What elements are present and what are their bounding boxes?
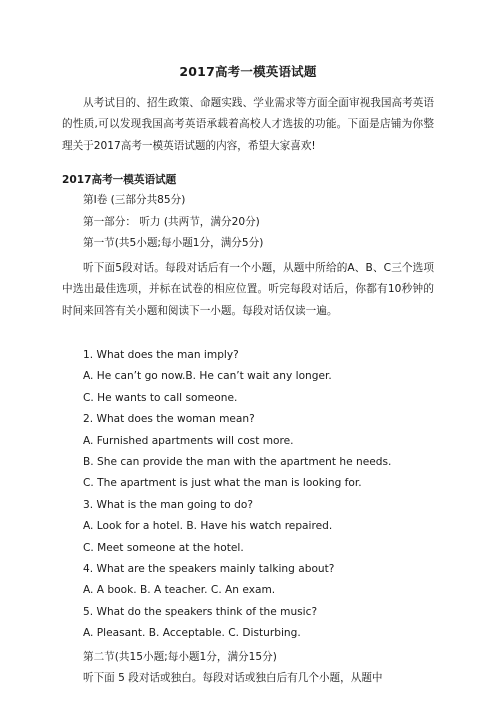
document-title: 2017高考一模英语试题 (179, 64, 317, 79)
option-line: A. Pleasant. B. Acceptable. C. Disturbing. (83, 627, 301, 639)
option-line: A. Look for a hotel. B. Have his watch repaired. (83, 520, 333, 532)
part-one-line: 第一部分： 听力 (共两节，满分20分) (83, 216, 260, 228)
question-line: 5. What do the speakers think of the music? (83, 606, 318, 618)
question-line: 2. What does the woman mean? (83, 413, 255, 425)
option-line: A. Furnished apartments will cost more. (83, 435, 294, 447)
section-heading: 2017高考一模英语试题 (62, 174, 177, 186)
option-line: B. She can provide the man with the apartment he needs. (83, 456, 392, 468)
option-line: C. Meet someone at the hotel. (83, 542, 244, 554)
option-line: C. The apartment is just what the man is looking for. (83, 477, 362, 489)
option-line: C. He wants to call someone. (83, 392, 238, 404)
option-line: A. He can’t go now.B. He can’t wait any longer. (83, 370, 332, 382)
paper-structure-line: 第Ⅰ卷 (三部分共85分) (83, 194, 186, 206)
question-line: 4. What are the speakers mainly talking about? (83, 563, 335, 575)
section-two-instruction: 听下面 5 段对话或独白。每段对话或独白后有几个小题，从题中 (83, 672, 383, 684)
section-two-line: 第二节(共15小题;每小题1分，满分15分) (83, 651, 277, 663)
instruction-paragraph: 听下面5段对话。每段对话后有一个小题，从题中所给的A、B、C三个选项中选出最佳选项，并标在试卷的相应位置。听完每段对话后，你都有10秒钟的时间来回答有关小题和阅读下一小题。每段对话仅读一遍。 (62, 262, 434, 317)
question-line: 3. What is the man going to do? (83, 499, 253, 511)
intro-paragraph: 从考试目的、招生政策、命题实践、学业需求等方面全面审视我国高考英语的性质,可以发现我国高考英语承载着高校人才选拔的功能。下面是店铺为你整理关于2017高考一模英语试题的内容，希望大家喜欢! (62, 97, 434, 152)
question-line: 1. What does the man imply? (83, 349, 239, 361)
option-line: A. A book. B. A teacher. C. An exam. (83, 584, 276, 596)
section-one-line: 第一节(共5小题;每小题1分，满分5分) (83, 237, 264, 249)
